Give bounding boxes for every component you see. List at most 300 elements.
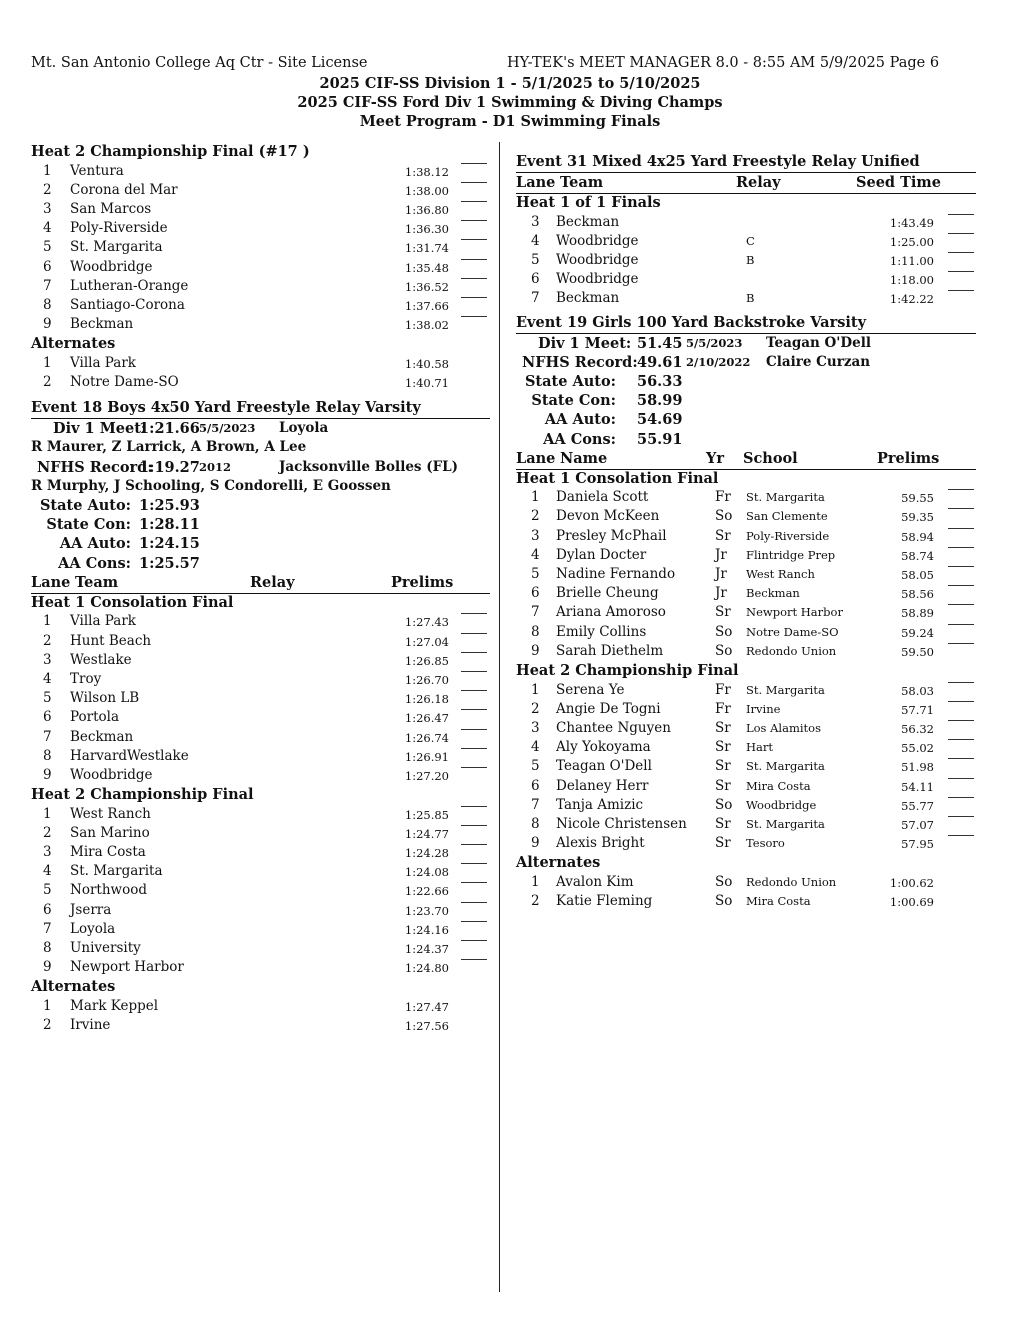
alternates-title: [31, 978, 491, 997]
table-row: [31, 355, 491, 374]
swimmer-name: Teagan O'Dell: [556, 758, 652, 775]
heat-title: [31, 143, 491, 162]
column-headers: [516, 450, 976, 470]
swimmer-year: So: [715, 623, 733, 640]
lane-number: 2: [43, 1017, 52, 1034]
result-blank: [948, 271, 974, 272]
school-name: Redondo Union: [746, 874, 837, 889]
lane-number: 8: [43, 940, 52, 956]
table-row: [31, 806, 491, 825]
school-name: Woodbridge: [746, 797, 817, 812]
prelim-time: 51.98: [901, 760, 934, 775]
team-name: Loyola: [70, 920, 116, 937]
alternates-title: Alternates: [516, 854, 601, 872]
team-name: Westlake: [70, 651, 132, 668]
result-blank: [948, 252, 974, 253]
lane-number: 2: [43, 374, 52, 390]
seed-time: 1:27.56: [404, 1019, 449, 1034]
seed-time: 1:27.04: [404, 634, 449, 649]
lane-number: 3: [43, 844, 52, 860]
seed-time: 1:36.30: [404, 222, 449, 237]
heat-title: [516, 194, 976, 213]
seed-time: 1:36.52: [404, 279, 449, 294]
record-swimmers: [31, 478, 491, 497]
lane-number: 1: [43, 613, 52, 630]
lane-number: 9: [43, 959, 52, 976]
col-name: Name: [560, 449, 608, 467]
school-name: Tesoro: [746, 836, 785, 851]
lane-number: 1: [43, 997, 52, 1014]
lane-number: 1: [531, 873, 540, 890]
school-name: Poly-Riverside: [746, 528, 830, 543]
result-blank: [948, 682, 974, 683]
table-row: [516, 290, 976, 309]
table-row: [516, 566, 976, 585]
result-blank: [948, 233, 974, 234]
team-name: Poly-Riverside: [70, 220, 168, 237]
event-title: [31, 399, 490, 419]
table-row: [516, 547, 976, 566]
result-blank: [461, 182, 487, 183]
swimmer-name: Delaney Herr: [556, 777, 649, 794]
team-name: Woodbridge: [70, 766, 153, 783]
swimmer-name: Devon McKeen: [556, 508, 660, 525]
result-blank: [461, 709, 487, 710]
prelim-time: 57.71: [901, 702, 934, 717]
lane-number: 7: [531, 604, 540, 621]
team-name: Troy: [70, 670, 102, 687]
team-name: Beckman: [70, 316, 134, 333]
seed-time: 1:42.22: [889, 292, 934, 307]
lane-number: 4: [531, 739, 540, 756]
lane-number: 1: [43, 354, 52, 371]
swimmer-year: So: [715, 642, 733, 659]
team-name: St. Margarita: [70, 863, 163, 880]
event-title: Event 18 Boys 4x50 Yard Freestyle Relay Varsity: [31, 399, 421, 417]
div1-meet-record: [31, 420, 491, 439]
team-name: Wilson LB: [70, 690, 140, 707]
swimmer-year: Sr: [715, 758, 731, 775]
seed-time: 1:35.48: [404, 260, 449, 275]
table-row: [31, 671, 491, 690]
lane-number: 5: [531, 566, 540, 582]
lane-number: 6: [43, 901, 52, 918]
lane-number: 3: [531, 213, 540, 230]
column-headers: [31, 574, 490, 594]
alternates-title: Alternates: [31, 978, 116, 996]
table-row: [31, 767, 491, 786]
software-info: HY-TEK's MEET MANAGER 8.0 - 8:55 AM 5/9/2025 Page 6: [507, 55, 940, 71]
lane-number: 3: [531, 527, 540, 544]
lane-number: 2: [43, 824, 52, 841]
alternates-title: Alternates: [31, 335, 116, 353]
result-blank: [948, 624, 974, 625]
seed-time: 1:26.85: [404, 653, 449, 668]
school-name: St. Margarita: [746, 490, 825, 505]
prelim-time: 59.24: [901, 625, 934, 640]
event-title: [516, 314, 976, 334]
heat-title: [31, 786, 491, 805]
team-name: Villa Park: [70, 354, 136, 371]
result-blank: [948, 528, 974, 529]
table-row: [31, 652, 491, 671]
col-school: School: [743, 449, 798, 467]
swimmer-name: Dylan Docter: [556, 546, 647, 563]
school-name: Beckman: [746, 586, 800, 601]
standard-label: AA Auto:: [544, 411, 616, 429]
lane-number: 7: [43, 277, 52, 294]
team-name: Beckman: [556, 213, 620, 230]
table-row: [516, 585, 976, 604]
lane-number: 6: [531, 585, 540, 602]
prelim-time: 1:00.62: [889, 875, 934, 890]
table-row: [516, 604, 976, 623]
table-row: [516, 682, 976, 701]
table-row: [31, 220, 491, 239]
result-blank: [948, 489, 974, 490]
lane-number: 9: [531, 642, 540, 659]
result-blank: [461, 278, 487, 279]
lane-number: 1: [43, 162, 52, 179]
table-row: [31, 729, 491, 748]
team-name: St. Margarita: [70, 239, 163, 256]
table-row: [31, 278, 491, 297]
result-blank: [461, 163, 487, 164]
swimmer-year: Jr: [715, 585, 727, 602]
table-row: [31, 940, 491, 959]
relay-letter: B: [746, 291, 755, 306]
heat-title: Heat 1 Consolation Final: [516, 469, 719, 487]
school-name: Mira Costa: [746, 778, 811, 793]
standard-time: 1:24.15: [139, 535, 200, 553]
record-time: 51.45: [637, 334, 683, 352]
record-time: 1:21.66: [139, 420, 200, 438]
record-name: Claire Curzan: [766, 353, 871, 370]
time-standard: [516, 373, 976, 392]
relay-letter: B: [746, 252, 755, 267]
team-name: Santiago-Corona: [70, 296, 185, 313]
prelim-time: 59.55: [901, 491, 934, 506]
lane-number: 2: [531, 700, 540, 717]
prelim-time: 58.94: [901, 529, 934, 544]
table-row: [31, 374, 491, 393]
swimmer-name: Aly Yokoyama: [556, 739, 651, 756]
result-blank: [948, 701, 974, 702]
table-row: [516, 835, 976, 854]
swimmer-year: So: [715, 508, 733, 525]
result-blank: [461, 613, 487, 614]
record-label: Div 1 Meet:: [53, 420, 147, 438]
table-row: [516, 528, 976, 547]
standard-time: 54.69: [637, 411, 683, 429]
seed-time: 1:18.00: [889, 273, 934, 288]
standard-label: AA Cons:: [543, 430, 616, 448]
swimmer-year: Sr: [715, 739, 731, 756]
heat-title: [516, 662, 976, 681]
col-lane: Lane: [31, 573, 71, 591]
result-blank: [948, 585, 974, 586]
swimmer-name: Emily Collins: [556, 623, 647, 640]
lane-number: 7: [531, 290, 540, 307]
record-time: 1:19.27: [139, 458, 200, 476]
alternates-title: [516, 854, 976, 873]
table-row: [516, 643, 976, 662]
swimmer-year: Fr: [715, 681, 731, 698]
table-row: [31, 316, 491, 335]
result-blank: [461, 902, 487, 903]
swimmer-name: Brielle Cheung: [556, 585, 659, 602]
swimmer-name: Alexis Bright: [556, 835, 645, 852]
team-name: Beckman: [70, 728, 134, 745]
table-row: [31, 239, 491, 258]
swimmer-year: So: [715, 873, 733, 890]
seed-time: 1:24.16: [404, 922, 449, 937]
team-name: Irvine: [70, 1017, 111, 1034]
seed-time: 1:38.02: [404, 318, 449, 333]
seed-time: 1:24.77: [404, 826, 449, 841]
school-name: San Clemente: [746, 509, 828, 524]
table-row: [31, 259, 491, 278]
result-blank: [461, 201, 487, 202]
heat-title: Heat 2 Championship Final: [31, 786, 254, 804]
team-name: Ventura: [70, 162, 124, 179]
seed-time: 1:38.00: [404, 183, 449, 198]
seed-time: 1:37.66: [404, 298, 449, 313]
result-blank: [461, 633, 487, 634]
seed-time: 1:27.43: [404, 615, 449, 630]
lane-number: 6: [531, 777, 540, 794]
team-name: West Ranch: [70, 805, 151, 822]
table-row: [31, 633, 491, 652]
lane-number: 5: [43, 882, 52, 899]
seed-time: 1:23.70: [404, 903, 449, 918]
team-name: Newport Harbor: [70, 959, 184, 976]
event-title: Event 19 Girls 100 Yard Backstroke Varsity: [516, 313, 866, 331]
result-blank: [948, 643, 974, 644]
col-prelims: Prelims: [877, 449, 940, 467]
result-blank: [461, 806, 487, 807]
school-name: Los Alamitos: [746, 720, 821, 735]
team-name: Woodbridge: [70, 258, 153, 275]
site-license: Mt. San Antonio College Aq Ctr - Site License: [31, 55, 368, 71]
school-name: Hart: [746, 740, 774, 755]
result-blank: [461, 959, 487, 960]
result-blank: [948, 508, 974, 509]
team-name: Portola: [70, 709, 120, 726]
result-blank: [461, 259, 487, 260]
table-row: [31, 959, 491, 978]
lane-number: 3: [43, 200, 52, 217]
team-name: Corona del Mar: [70, 181, 178, 198]
team-name: Lutheran-Orange: [70, 277, 189, 294]
lane-number: 8: [43, 296, 52, 313]
swimmer-year: Jr: [715, 546, 727, 563]
standard-time: 1:28.11: [139, 516, 200, 534]
team-name: Woodbridge: [556, 251, 639, 268]
lane-number: 2: [531, 893, 540, 909]
lane-number: 8: [531, 815, 540, 832]
col-team: Team: [560, 174, 604, 191]
seed-time: 1:24.08: [404, 865, 449, 880]
table-row: [31, 613, 491, 632]
column-divider: [499, 142, 500, 1292]
result-blank: [948, 835, 974, 836]
swimmer-year: Sr: [715, 527, 731, 544]
swimmer-year: Sr: [715, 815, 731, 832]
prelim-time: 54.11: [901, 779, 934, 794]
seed-time: 1:26.18: [404, 692, 449, 707]
result-blank: [461, 220, 487, 221]
prelim-time: 59.35: [901, 510, 934, 525]
record-label: NFHS Record:: [37, 458, 153, 476]
team-name: Woodbridge: [556, 232, 639, 249]
col-lane: Lane: [516, 449, 556, 467]
table-row: [516, 720, 976, 739]
meet-name: 2025 CIF-SS Ford Div 1 Swimming & Diving Champs: [297, 94, 723, 111]
lane-number: 4: [531, 232, 540, 249]
standard-time: 1:25.57: [139, 554, 200, 572]
swimmer-year: Sr: [715, 719, 731, 736]
seed-time: 1:40.58: [404, 356, 449, 371]
school-name: St. Margarita: [746, 759, 825, 774]
result-blank: [461, 863, 487, 864]
heat-title: [516, 470, 976, 489]
prelim-time: 58.56: [901, 587, 934, 602]
lane-number: 3: [531, 719, 540, 736]
team-name: Hunt Beach: [70, 632, 152, 649]
team-name: Notre Dame-SO: [70, 374, 179, 390]
heat-title: [31, 594, 491, 613]
table-row: [516, 778, 976, 797]
lane-number: 9: [531, 835, 540, 852]
record-date: 5/5/2023: [686, 335, 743, 350]
school-name: St. Margarita: [746, 682, 825, 697]
lane-number: 8: [43, 747, 52, 764]
record-swimmers: R Maurer, Z Larrick, A Brown, A Lee: [31, 439, 307, 456]
lane-number: 7: [531, 796, 540, 813]
lane-number: 5: [531, 251, 540, 268]
seed-time: 1:24.28: [404, 846, 449, 860]
table-row: [31, 297, 491, 316]
lane-number: 2: [43, 632, 52, 649]
table-row: [31, 1017, 491, 1036]
seed-time: 1:25.85: [404, 807, 449, 822]
lane-number: 1: [531, 681, 540, 698]
table-row: [31, 902, 491, 921]
seed-time: 1:11.00: [889, 253, 934, 268]
result-blank: [461, 729, 487, 730]
col-seed: Seed Time: [856, 174, 941, 191]
lane-number: 4: [43, 863, 52, 880]
col-team: Team: [75, 573, 119, 591]
record-swimmers: R Murphy, J Schooling, S Condorelli, E Goossen: [31, 477, 391, 494]
standard-time: 1:25.93: [139, 497, 200, 514]
relay-letter: C: [746, 233, 755, 248]
seed-time: 1:31.74: [404, 241, 449, 256]
nfhs-record: [31, 459, 491, 478]
table-row: [516, 252, 976, 271]
seed-time: 1:38.12: [404, 164, 449, 179]
seed-time: 1:27.47: [404, 999, 449, 1014]
lane-number: 1: [43, 805, 52, 822]
record-name: Teagan O'Dell: [766, 334, 871, 351]
swimmer-name: Chantee Nguyen: [556, 719, 671, 736]
lane-number: 9: [43, 766, 52, 783]
swimmer-year: Fr: [715, 489, 731, 506]
record-date: 2/10/2022: [686, 354, 751, 369]
event-title: Event 31 Mixed 4x25 Yard Freestyle Relay Unified: [516, 153, 920, 170]
nfhs-record: [516, 354, 976, 373]
table-row: [516, 271, 976, 290]
record-date: 5/5/2023: [199, 421, 256, 436]
standard-time: 55.91: [637, 430, 683, 448]
result-blank: [948, 566, 974, 567]
swimmer-year: So: [715, 893, 733, 909]
result-blank: [948, 214, 974, 215]
result-blank: [461, 297, 487, 298]
lane-number: 1: [531, 489, 540, 506]
team-name: Mark Keppel: [70, 997, 159, 1014]
standard-label: AA Cons:: [58, 554, 131, 572]
team-name: Mira Costa: [70, 844, 146, 860]
prelim-time: 56.32: [901, 721, 934, 736]
record-time: 49.61: [637, 353, 683, 371]
table-row: [31, 825, 491, 844]
swimmer-year: Fr: [715, 700, 731, 717]
table-row: [31, 163, 491, 182]
result-blank: [948, 604, 974, 605]
table-row: [516, 508, 976, 527]
lane-number: 4: [531, 546, 540, 563]
time-standard: [31, 497, 491, 516]
seed-time: 1:27.20: [404, 768, 449, 783]
lane-number: 6: [531, 271, 540, 288]
table-row: [31, 921, 491, 940]
meet-dates: 2025 CIF-SS Division 1 - 5/1/2025 to 5/10/2025: [319, 75, 701, 92]
program-title: Meet Program - D1 Swimming Finals: [359, 113, 661, 130]
lane-number: 7: [43, 920, 52, 937]
lane-number: 9: [43, 316, 52, 333]
result-blank: [948, 720, 974, 721]
result-blank: [948, 816, 974, 817]
prelim-time: 58.05: [901, 568, 934, 582]
table-row: [31, 709, 491, 728]
table-row: [516, 214, 976, 233]
record-date: 2012: [199, 459, 232, 474]
table-row: [516, 624, 976, 643]
prelim-time: 1:00.69: [889, 895, 934, 909]
time-standard: [31, 535, 491, 554]
prelim-time: 58.74: [901, 548, 934, 563]
lane-number: 8: [531, 623, 540, 640]
team-name: University: [70, 940, 141, 956]
event-title: [516, 153, 976, 173]
swimmer-name: Tanja Amizic: [556, 796, 644, 813]
prelim-time: 55.02: [901, 741, 934, 756]
table-row: [31, 882, 491, 901]
swimmer-year: Sr: [715, 604, 731, 621]
team-name: San Marino: [70, 824, 150, 841]
seed-time: 1:36.80: [404, 202, 449, 217]
lane-number: 5: [43, 239, 52, 256]
school-name: Mira Costa: [746, 894, 811, 908]
time-standard: [31, 516, 491, 535]
col-lane: Lane: [516, 174, 556, 191]
swimmer-name: Nadine Fernando: [556, 566, 676, 582]
record-team: Jacksonville Bolles (FL): [279, 458, 459, 475]
team-name: HarvardWestlake: [70, 747, 189, 764]
school-name: Flintridge Prep: [746, 547, 836, 562]
